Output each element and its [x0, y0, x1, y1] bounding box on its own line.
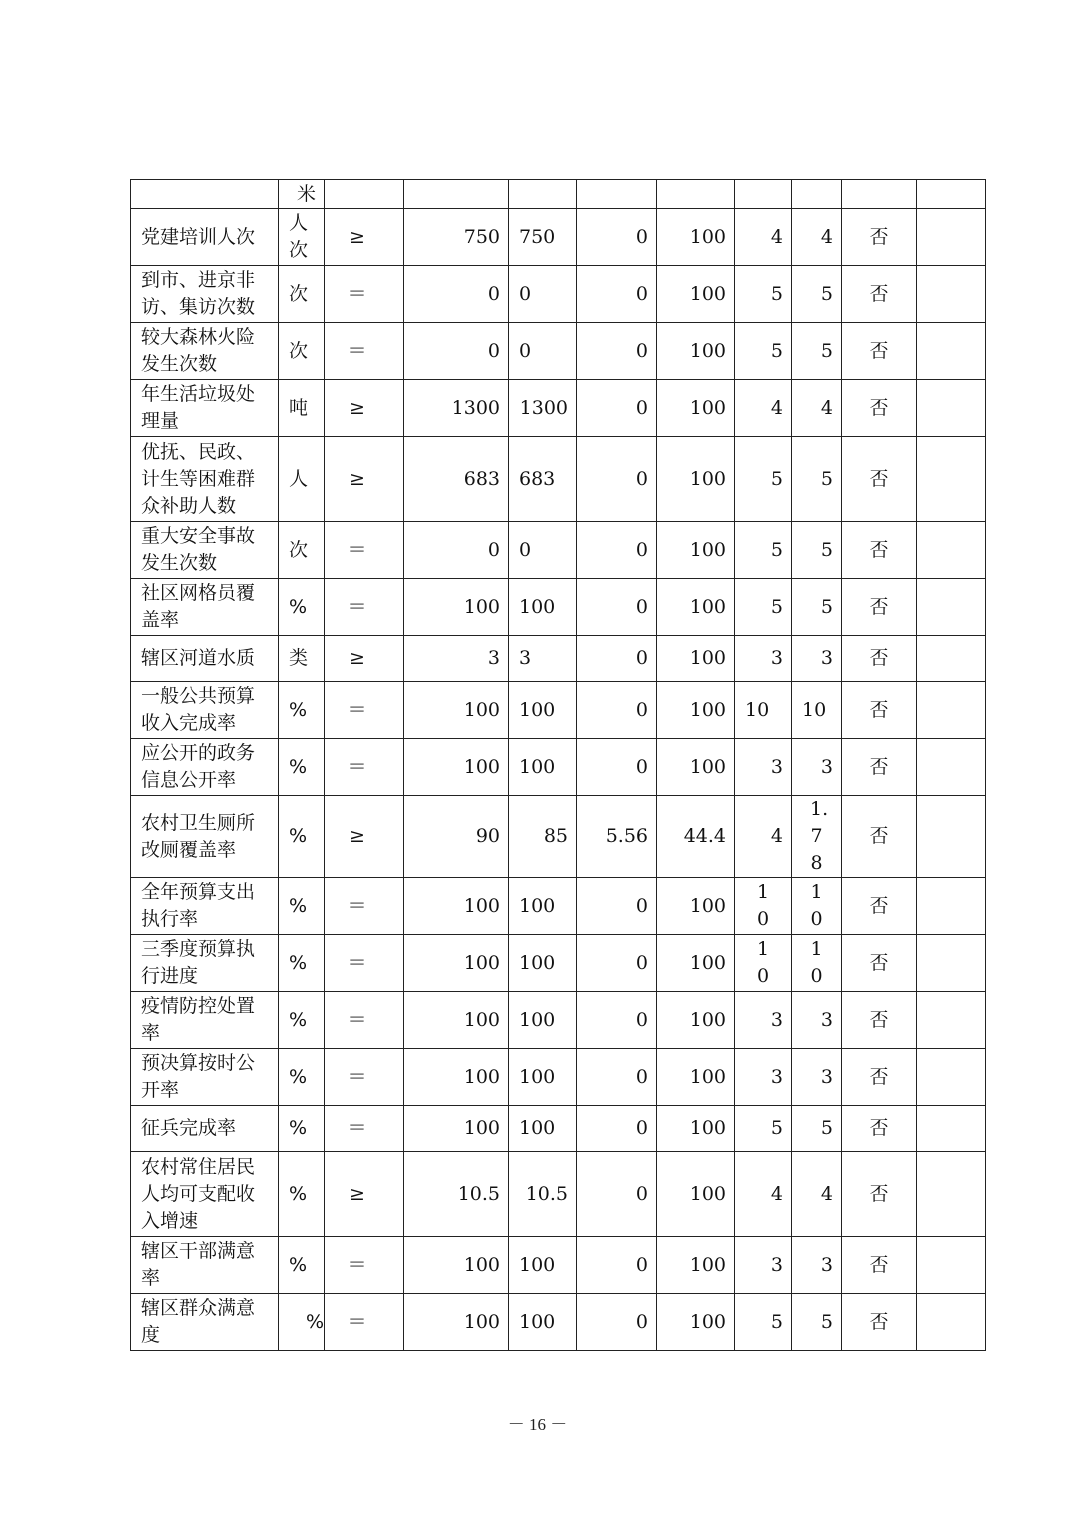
score-cell: 10	[792, 935, 842, 992]
score-cell: 4	[792, 1152, 842, 1237]
unit-cell: 次	[279, 522, 325, 579]
score-cell: 3	[792, 636, 842, 682]
completion-rate-cell: 100	[657, 878, 735, 935]
actual-value-cell	[509, 180, 577, 209]
note-cell	[917, 878, 986, 935]
unit-cell: %	[279, 1106, 325, 1152]
actual-value-cell: 100	[509, 739, 577, 796]
indicator-cell: 疫情防控处置率	[131, 992, 279, 1049]
score-cell: 5	[792, 1106, 842, 1152]
unit-cell: %	[279, 1152, 325, 1237]
comparison-cell	[325, 180, 404, 209]
target-value-cell: 100	[404, 1049, 509, 1106]
table-row	[131, 878, 986, 935]
weight-cell: 3	[735, 1049, 792, 1106]
score-cell: 5	[792, 266, 842, 323]
unit-cell: %	[279, 579, 325, 636]
actual-value-cell: 750	[509, 209, 577, 266]
actual-value-cell: 100	[509, 682, 577, 739]
deduction-cell: 否	[842, 522, 917, 579]
comparison-cell: ＝	[325, 682, 404, 739]
deviation-cell: 0	[577, 1237, 657, 1294]
note-cell	[917, 796, 986, 878]
deviation-cell: 0	[577, 1049, 657, 1106]
actual-value-cell: 3	[509, 636, 577, 682]
table-row	[131, 636, 986, 682]
actual-value-cell: 100	[509, 1049, 577, 1106]
indicator-cell: 党建培训人次	[131, 209, 279, 266]
note-cell	[917, 935, 986, 992]
comparison-cell: ≥	[325, 437, 404, 522]
weight-cell: 3	[735, 1237, 792, 1294]
table-row	[131, 323, 986, 380]
actual-value-cell: 100	[509, 935, 577, 992]
score-cell: 3	[792, 739, 842, 796]
weight-cell: 10	[735, 878, 792, 935]
actual-value-cell: 100	[509, 1294, 577, 1351]
unit-cell: %	[279, 682, 325, 739]
deviation-cell: 0	[577, 437, 657, 522]
actual-value-cell: 100	[509, 1237, 577, 1294]
comparison-cell: ＝	[325, 878, 404, 935]
deviation-cell: 0	[577, 682, 657, 739]
deviation-cell: 0	[577, 266, 657, 323]
actual-value-cell: 100	[509, 878, 577, 935]
actual-value-cell: 100	[509, 992, 577, 1049]
indicator-cell	[131, 180, 279, 209]
weight-cell: 3	[735, 636, 792, 682]
table-row	[131, 935, 986, 992]
deviation-cell: 0	[577, 380, 657, 437]
weight-cell: 3	[735, 992, 792, 1049]
table-row	[131, 1237, 986, 1294]
score-cell	[792, 180, 842, 209]
indicator-cell: 辖区群众满意度	[131, 1294, 279, 1351]
indicator-cell: 年生活垃圾处理量	[131, 380, 279, 437]
target-value-cell: 100	[404, 682, 509, 739]
actual-value-cell: 10.5	[509, 1152, 577, 1237]
comparison-cell: ＝	[325, 266, 404, 323]
weight-cell: 5	[735, 437, 792, 522]
note-cell	[917, 180, 986, 209]
comparison-cell: ＝	[325, 1294, 404, 1351]
unit-cell: %	[279, 878, 325, 935]
unit-cell: 次	[279, 323, 325, 380]
unit-cell: %	[279, 739, 325, 796]
unit-cell: 米	[279, 180, 325, 209]
note-cell	[917, 1049, 986, 1106]
weight-cell: 5	[735, 1294, 792, 1351]
target-value-cell: 0	[404, 266, 509, 323]
deviation-cell: 0	[577, 878, 657, 935]
table-row	[131, 266, 986, 323]
actual-value-cell: 0	[509, 266, 577, 323]
weight-cell: 10	[735, 682, 792, 739]
score-cell: 3	[792, 1049, 842, 1106]
note-cell	[917, 1294, 986, 1351]
actual-value-cell: 85	[509, 796, 577, 878]
completion-rate-cell: 100	[657, 1294, 735, 1351]
deduction-cell: 否	[842, 1152, 917, 1237]
table-body	[131, 180, 986, 1351]
completion-rate-cell: 100	[657, 1152, 735, 1237]
completion-rate-cell: 100	[657, 209, 735, 266]
weight-cell: 10	[735, 935, 792, 992]
completion-rate-cell	[657, 180, 735, 209]
indicator-cell: 全年预算支出执行率	[131, 878, 279, 935]
score-cell: 10	[792, 878, 842, 935]
target-value-cell	[404, 180, 509, 209]
unit-cell: %	[279, 1294, 325, 1351]
deduction-cell: 否	[842, 935, 917, 992]
table-row	[131, 522, 986, 579]
deviation-cell: 0	[577, 1152, 657, 1237]
unit-cell: 人次	[279, 209, 325, 266]
indicator-cell: 辖区河道水质	[131, 636, 279, 682]
deviation-cell: 0	[577, 636, 657, 682]
comparison-cell: ＝	[325, 579, 404, 636]
deduction-cell: 否	[842, 380, 917, 437]
completion-rate-cell: 100	[657, 1237, 735, 1294]
score-cell: 5	[792, 1294, 842, 1351]
deduction-cell: 否	[842, 209, 917, 266]
note-cell	[917, 323, 986, 380]
comparison-cell: ＝	[325, 323, 404, 380]
target-value-cell: 100	[404, 1106, 509, 1152]
table-row	[131, 1049, 986, 1106]
deduction-cell: 否	[842, 579, 917, 636]
deviation-cell: 0	[577, 209, 657, 266]
table-row	[131, 380, 986, 437]
deviation-cell: 0	[577, 1294, 657, 1351]
indicator-cell: 农村常住居民人均可支配收入增速	[131, 1152, 279, 1237]
completion-rate-cell: 100	[657, 1106, 735, 1152]
comparison-cell: ＝	[325, 992, 404, 1049]
table-row	[131, 682, 986, 739]
indicator-cell: 社区网格员覆盖率	[131, 579, 279, 636]
indicator-cell: 重大安全事故发生次数	[131, 522, 279, 579]
note-cell	[917, 266, 986, 323]
score-cell: 5	[792, 437, 842, 522]
deviation-cell: 0	[577, 579, 657, 636]
weight-cell: 4	[735, 1152, 792, 1237]
comparison-cell: ≥	[325, 380, 404, 437]
deviation-cell: 0	[577, 522, 657, 579]
indicator-cell: 辖区干部满意率	[131, 1237, 279, 1294]
note-cell	[917, 682, 986, 739]
note-cell	[917, 579, 986, 636]
comparison-cell: ≥	[325, 636, 404, 682]
table-row	[131, 579, 986, 636]
score-cell: 4	[792, 380, 842, 437]
deduction-cell: 否	[842, 636, 917, 682]
indicator-cell: 优抚、民政、计生等困难群众补助人数	[131, 437, 279, 522]
deviation-cell: 0	[577, 739, 657, 796]
score-cell: 1.78	[792, 796, 842, 878]
target-value-cell: 100	[404, 1294, 509, 1351]
completion-rate-cell: 100	[657, 636, 735, 682]
note-cell	[917, 1106, 986, 1152]
comparison-cell: ≥	[325, 209, 404, 266]
note-cell	[917, 522, 986, 579]
indicator-cell: 征兵完成率	[131, 1106, 279, 1152]
completion-rate-cell: 100	[657, 579, 735, 636]
completion-rate-cell: 44.4	[657, 796, 735, 878]
target-value-cell: 100	[404, 878, 509, 935]
table-row	[131, 180, 986, 209]
target-value-cell: 0	[404, 323, 509, 380]
target-value-cell: 10.5	[404, 1152, 509, 1237]
deviation-cell: 0	[577, 935, 657, 992]
table-row	[131, 1152, 986, 1237]
deduction-cell: 否	[842, 1294, 917, 1351]
score-cell: 4	[792, 209, 842, 266]
note-cell	[917, 437, 986, 522]
note-cell	[917, 209, 986, 266]
unit-cell: 人	[279, 437, 325, 522]
actual-value-cell: 0	[509, 323, 577, 380]
comparison-cell: ＝	[325, 1049, 404, 1106]
deviation-cell	[577, 180, 657, 209]
indicator-cell: 农村卫生厕所改厕覆盖率	[131, 796, 279, 878]
actual-value-cell: 0	[509, 522, 577, 579]
deduction-cell: 否	[842, 1237, 917, 1294]
score-cell: 5	[792, 522, 842, 579]
completion-rate-cell: 100	[657, 682, 735, 739]
indicator-cell: 应公开的政务信息公开率	[131, 739, 279, 796]
target-value-cell: 100	[404, 1237, 509, 1294]
score-cell: 3	[792, 992, 842, 1049]
deduction-cell: 否	[842, 266, 917, 323]
completion-rate-cell: 100	[657, 380, 735, 437]
target-value-cell: 0	[404, 522, 509, 579]
unit-cell: %	[279, 935, 325, 992]
target-value-cell: 750	[404, 209, 509, 266]
actual-value-cell: 683	[509, 437, 577, 522]
table-row	[131, 1106, 986, 1152]
target-value-cell: 90	[404, 796, 509, 878]
table-row	[131, 437, 986, 522]
completion-rate-cell: 100	[657, 437, 735, 522]
unit-cell: %	[279, 796, 325, 878]
deduction-cell: 否	[842, 437, 917, 522]
target-value-cell: 100	[404, 739, 509, 796]
deviation-cell: 0	[577, 1106, 657, 1152]
comparison-cell: ＝	[325, 1106, 404, 1152]
comparison-cell: ≥	[325, 796, 404, 878]
weight-cell: 5	[735, 1106, 792, 1152]
deviation-cell: 0	[577, 992, 657, 1049]
page-number: － 16 －	[507, 1415, 568, 1434]
completion-rate-cell: 100	[657, 1049, 735, 1106]
weight-cell: 5	[735, 323, 792, 380]
weight-cell: 5	[735, 266, 792, 323]
deduction-cell: 否	[842, 323, 917, 380]
note-cell	[917, 1237, 986, 1294]
table-row	[131, 1294, 986, 1351]
note-cell	[917, 380, 986, 437]
comparison-cell: ＝	[325, 739, 404, 796]
note-cell	[917, 1152, 986, 1237]
deduction-cell: 否	[842, 1106, 917, 1152]
completion-rate-cell: 100	[657, 739, 735, 796]
unit-cell: 吨	[279, 380, 325, 437]
unit-cell: 类	[279, 636, 325, 682]
weight-cell: 4	[735, 380, 792, 437]
comparison-cell: ＝	[325, 1237, 404, 1294]
completion-rate-cell: 100	[657, 935, 735, 992]
completion-rate-cell: 100	[657, 992, 735, 1049]
deduction-cell: 否	[842, 682, 917, 739]
deduction-cell: 否	[842, 878, 917, 935]
indicator-cell: 预决算按时公开率	[131, 1049, 279, 1106]
score-cell: 5	[792, 579, 842, 636]
unit-cell: %	[279, 992, 325, 1049]
deduction-cell: 否	[842, 992, 917, 1049]
comparison-cell: ≥	[325, 1152, 404, 1237]
actual-value-cell: 1300	[509, 380, 577, 437]
weight-cell: 3	[735, 739, 792, 796]
target-value-cell: 100	[404, 579, 509, 636]
indicator-cell: 三季度预算执行进度	[131, 935, 279, 992]
completion-rate-cell: 100	[657, 266, 735, 323]
target-value-cell: 683	[404, 437, 509, 522]
unit-cell: %	[279, 1049, 325, 1106]
indicator-cell: 一般公共预算收入完成率	[131, 682, 279, 739]
weight-cell: 4	[735, 796, 792, 878]
performance-table	[130, 179, 986, 1351]
deviation-cell: 0	[577, 323, 657, 380]
completion-rate-cell: 100	[657, 522, 735, 579]
deduction-cell: 否	[842, 796, 917, 878]
target-value-cell: 3	[404, 636, 509, 682]
score-cell: 3	[792, 1237, 842, 1294]
weight-cell: 5	[735, 579, 792, 636]
score-cell: 5	[792, 323, 842, 380]
weight-cell: 5	[735, 522, 792, 579]
target-value-cell: 100	[404, 992, 509, 1049]
target-value-cell: 100	[404, 935, 509, 992]
note-cell	[917, 636, 986, 682]
deduction-cell: 否	[842, 1049, 917, 1106]
weight-cell	[735, 180, 792, 209]
table-row	[131, 992, 986, 1049]
actual-value-cell: 100	[509, 1106, 577, 1152]
deduction-cell: 否	[842, 739, 917, 796]
deduction-cell	[842, 180, 917, 209]
comparison-cell: ＝	[325, 935, 404, 992]
deviation-cell: 5.56	[577, 796, 657, 878]
completion-rate-cell: 100	[657, 323, 735, 380]
indicator-cell: 到市、进京非访、集访次数	[131, 266, 279, 323]
unit-cell: %	[279, 1237, 325, 1294]
comparison-cell: ＝	[325, 522, 404, 579]
table-row	[131, 739, 986, 796]
note-cell	[917, 992, 986, 1049]
table-row	[131, 796, 986, 878]
target-value-cell: 1300	[404, 380, 509, 437]
score-cell: 10	[792, 682, 842, 739]
unit-cell: 次	[279, 266, 325, 323]
note-cell	[917, 739, 986, 796]
actual-value-cell: 100	[509, 579, 577, 636]
indicator-cell: 较大森林火险发生次数	[131, 323, 279, 380]
table-row	[131, 209, 986, 266]
weight-cell: 4	[735, 209, 792, 266]
